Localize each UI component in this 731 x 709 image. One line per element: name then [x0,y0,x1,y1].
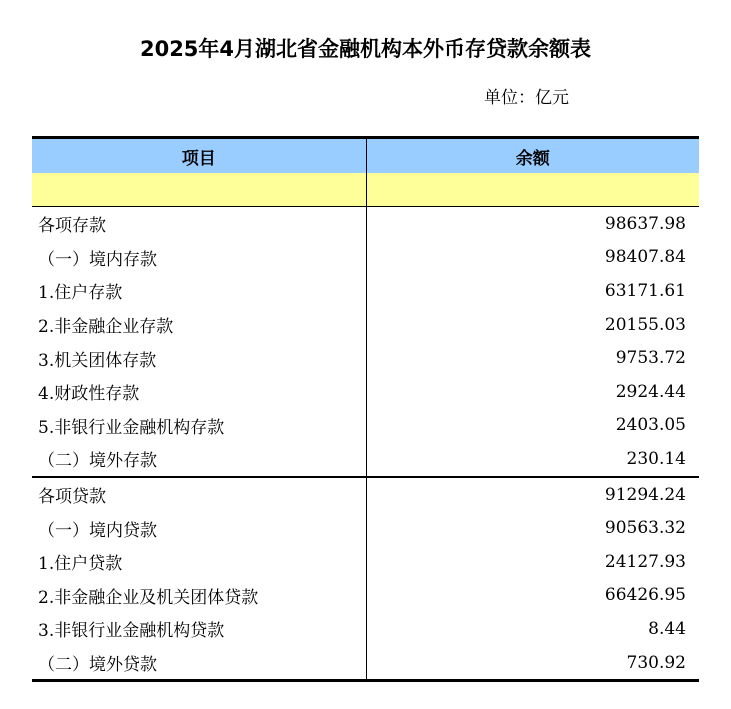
column-header-item: 项目 [32,138,366,174]
table-row [32,308,699,342]
row-label: 3.非银行业金融机构贷款 [32,612,366,646]
row-label: 3.机关团体存款 [32,341,366,375]
row-label: （一）境内贷款 [32,511,366,545]
row-label: 5.非银行业金融机构存款 [32,409,366,443]
row-value: 24127.93 [604,551,686,572]
balance-table [32,136,699,682]
row-value: 91294.24 [366,477,699,512]
row-label: 各项存款 [32,207,366,241]
row-value: 9753.72 [615,348,686,369]
table-row [32,409,699,443]
row-label: 2.非金融企业存款 [32,308,366,342]
row-label: （一）境内存款 [32,241,366,275]
row-label: 各项贷款 [32,477,366,512]
table-row [32,511,699,545]
row-value: 66426.95 [604,585,686,606]
table-row [32,646,699,681]
table-row [32,477,699,512]
table-header-row [32,138,699,174]
row-value: 2924.44 [615,381,686,402]
table-row [32,579,699,613]
subheader-cell-item [32,173,366,207]
row-value: 230.14 [626,448,686,469]
table-row [32,274,699,308]
table-subheader-row [32,173,699,207]
row-label: 1.住户存款 [32,274,366,308]
row-value: 98407.84 [604,247,686,268]
row-value: 63171.61 [604,280,686,301]
row-label: （二）境外存款 [32,442,366,477]
row-label: 2.非金融企业及机关团体贷款 [32,579,366,613]
row-label: （二）境外贷款 [32,646,366,681]
row-value: 98637.98 [604,213,686,234]
table-row [32,207,699,241]
row-value: 90563.32 [604,518,686,539]
page-title: 2025年4月湖北省金融机构本外币存贷款余额表 [139,37,592,61]
unit-label: 单位：亿元 [484,88,569,108]
table-row [32,545,699,579]
row-value: 20155.03 [604,314,686,335]
table-row [32,241,699,275]
table-row [32,612,699,646]
subheader-cell-balance [366,173,699,207]
row-value: 8.44 [648,618,686,639]
table-row [32,442,699,477]
row-label: 4.财政性存款 [32,375,366,409]
table-row [32,341,699,375]
row-value: 2403.05 [615,415,686,436]
row-value: 730.92 [626,652,686,673]
table-row [32,375,699,409]
row-label: 1.住户贷款 [32,545,366,579]
column-header-balance: 余额 [366,138,699,174]
